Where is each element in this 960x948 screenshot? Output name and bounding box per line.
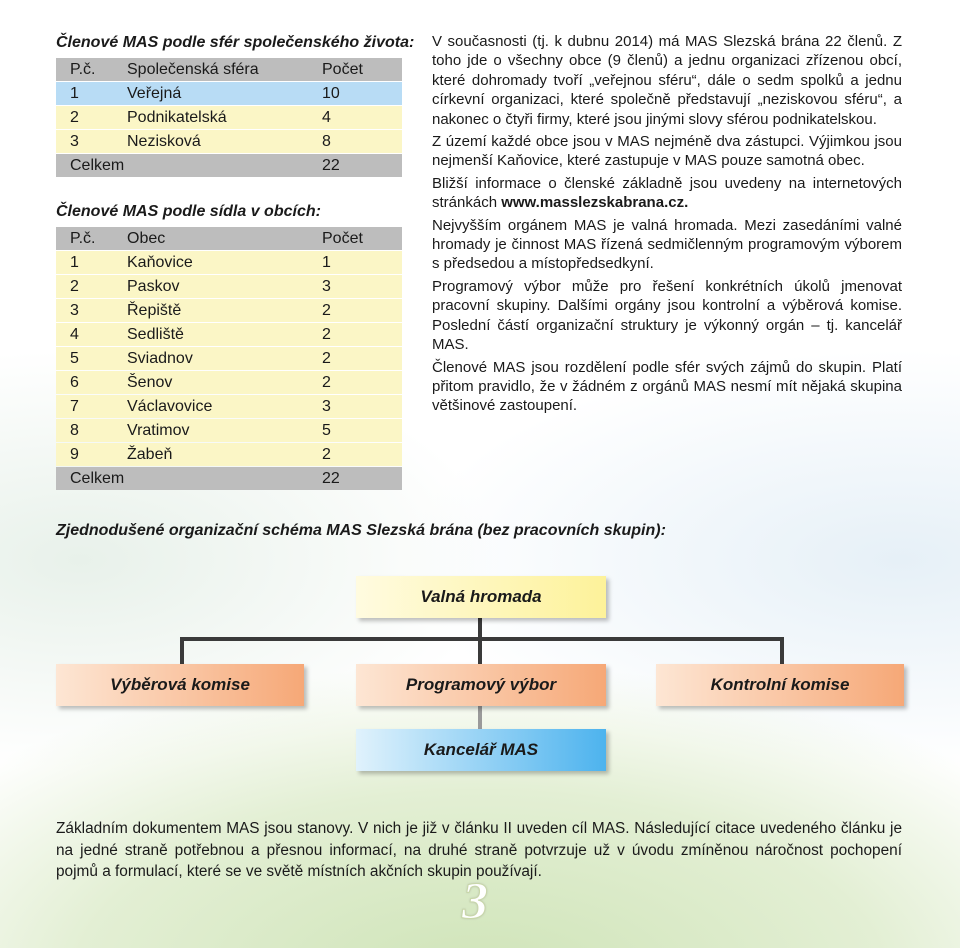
table-row <box>56 419 402 442</box>
table-row <box>56 82 402 105</box>
total-value: 22 <box>322 467 402 490</box>
cell: Vratimov <box>127 419 322 442</box>
cell: 1 <box>56 82 127 105</box>
seat-heading: Členové MAS podle sídla v obcích: <box>56 203 321 220</box>
cell: 2 <box>56 106 127 129</box>
total-value: 22 <box>322 154 402 177</box>
col-header: P.č. <box>56 227 127 250</box>
website-link[interactable]: www.masslezskabrana.cz. <box>501 194 689 212</box>
cell: 1 <box>56 251 127 274</box>
cell: Podnikatelská <box>127 106 322 129</box>
total-label: Celkem <box>56 467 322 490</box>
cell: 8 <box>322 130 402 153</box>
cell: Sedliště <box>127 323 322 346</box>
cell: Sviadnov <box>127 347 322 370</box>
cell: 2 <box>322 371 402 394</box>
cell: 5 <box>322 419 402 442</box>
sphere-heading: Členové MAS podle sfér společenského života: <box>56 34 415 51</box>
cell: 5 <box>56 347 127 370</box>
cell: 3 <box>322 275 402 298</box>
col-header: Obec <box>127 227 322 250</box>
cell: Veřejná <box>127 82 322 105</box>
col-header: Počet <box>322 227 402 250</box>
program-board-box: Programový výbor <box>356 664 606 706</box>
table-row <box>56 251 402 274</box>
table-row <box>56 106 402 129</box>
cell: Šenov <box>127 371 322 394</box>
connector-line <box>180 637 184 665</box>
selection-committee-box: Výběrová komise <box>56 664 304 706</box>
cell: 10 <box>322 82 402 105</box>
cell: 8 <box>56 419 127 442</box>
table-row <box>56 395 402 418</box>
connector-line <box>180 637 784 641</box>
cell: 7 <box>56 395 127 418</box>
table-row <box>56 443 402 466</box>
cell: 4 <box>56 323 127 346</box>
paragraph-text: Bližší informace o členské základně jsou uvedeny na internetových stránkách <box>432 174 902 212</box>
connector-line <box>478 637 482 665</box>
table-total-row <box>56 467 402 490</box>
office-box: Kancelář MAS <box>356 729 606 771</box>
membership-description <box>432 32 902 419</box>
cell: Kaňovice <box>127 251 322 274</box>
table-row <box>56 275 402 298</box>
paragraph: Nejvyšším orgánem MAS je valná hromada. Mezi zasedáními valné hromady je činnost MAS řízená sedmičlenným programovým výborem s předsedou a místopředsedkyní. <box>432 216 902 273</box>
table-row <box>56 371 402 394</box>
cell: 9 <box>56 443 127 466</box>
total-label: Celkem <box>56 154 322 177</box>
paragraph: Z území každé obce jsou v MAS nejméně dva zástupci. Výjimkou jsou nejmenší Kaňovice, které zastupuje v MAS pouze samotná obec. <box>432 133 902 170</box>
paragraph <box>432 174 902 213</box>
cell: 2 <box>322 347 402 370</box>
table-total-row <box>56 154 402 177</box>
table-row <box>56 130 402 153</box>
table-row <box>56 323 402 346</box>
cell: 4 <box>322 106 402 129</box>
table-header-row <box>56 227 402 250</box>
cell: Václavovice <box>127 395 322 418</box>
cell: Řepiště <box>127 299 322 322</box>
cell: 2 <box>322 443 402 466</box>
paragraph: Členové MAS jsou rozdělení podle sfér svých zájmů do skupin. Platí přitom pravidlo, že v žádném z orgánů MAS nesmí mít nějaká skupina většinové zastoupení. <box>432 358 902 415</box>
connector-line <box>478 705 482 731</box>
col-header: Společenská sféra <box>127 58 322 81</box>
control-committee-box: Kontrolní komise <box>656 664 904 706</box>
general-assembly-box: Valná hromada <box>356 576 606 618</box>
col-header: P.č. <box>56 58 127 81</box>
page-number: 3 <box>462 873 488 930</box>
cell: Nezisková <box>127 130 322 153</box>
cell: Žabeň <box>127 443 322 466</box>
cell: 2 <box>322 299 402 322</box>
col-header: Počet <box>322 58 402 81</box>
cell: 3 <box>322 395 402 418</box>
cell: 2 <box>56 275 127 298</box>
sphere-table <box>56 57 402 178</box>
cell: Paskov <box>127 275 322 298</box>
seat-table <box>56 226 402 491</box>
org-chart-heading: Zjednodušené organizační schéma MAS Slezská brána (bez pracovních skupin): <box>56 522 666 539</box>
cell: 1 <box>322 251 402 274</box>
table-row <box>56 299 402 322</box>
statutes-paragraph: Základním dokumentem MAS jsou stanovy. V nich je již v článku II uveden cíl MAS. Následující citace uvedeného článku je na jedné straně potřebnou a přesnou informací, na druhé straně potvrzuje už v úvodu zmíněnou náročnost pochopení pojmů a formulací, které se ve světě místních akčních skupin používají. <box>56 820 902 880</box>
connector-line <box>780 637 784 665</box>
cell: 2 <box>322 323 402 346</box>
table-row <box>56 347 402 370</box>
paragraph: Programový výbor může pro řešení konkrétních úkolů jmenovat pracovní skupiny. Dalšími orgány jsou kontrolní a výběrová komise. Poslední částí organizační struktury je výkonný orgán – tj. kancelář MAS. <box>432 277 902 354</box>
cell: 3 <box>56 299 127 322</box>
cell: 6 <box>56 371 127 394</box>
cell: 3 <box>56 130 127 153</box>
table-header-row <box>56 58 402 81</box>
paragraph: V současnosti (tj. k dubnu 2014) má MAS Slezská brána 22 členů. Z toho jde o všechny obce (9 členů) a jednu organizaci zřízenou obcí, které dohromady tvoří „veřejnou sféru“, dále o sedm spolků a jednu církevní organizaci, které společně představují „neziskovou sféru“, a nakonec o čtyři firmy, které jsou jinými slovy sférou podnikatelskou. <box>432 33 902 128</box>
